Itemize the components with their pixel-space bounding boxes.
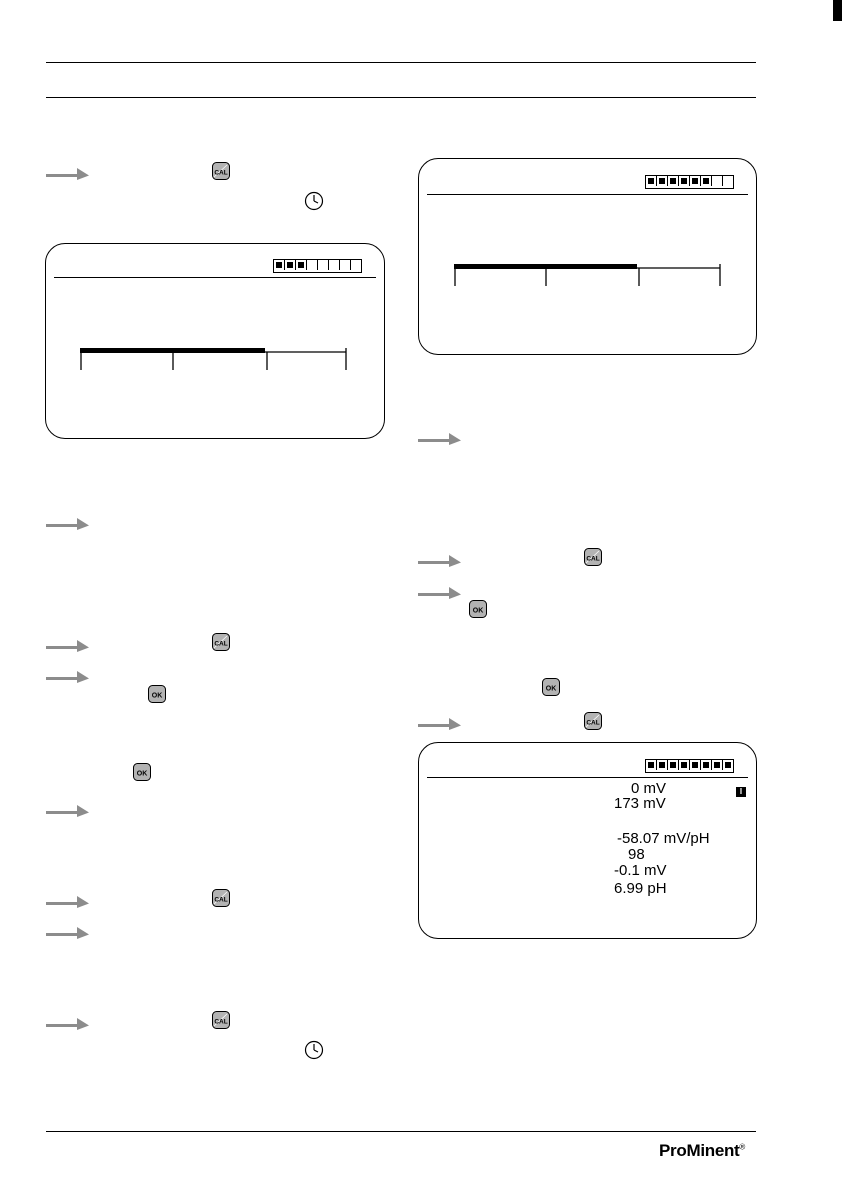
progress-cell	[296, 260, 307, 270]
cal-key-icon	[584, 712, 602, 730]
result-value: -58.07 mV/pH	[617, 830, 710, 847]
progress-cell	[679, 760, 690, 770]
progress-cell	[701, 760, 712, 770]
svg-text:CAL: CAL	[586, 555, 600, 563]
ok-key-icon	[133, 763, 151, 781]
result-value: 173 mV	[614, 795, 666, 812]
progress-cell	[318, 260, 329, 270]
svg-text:OK: OK	[472, 607, 484, 615]
step-arrow-icon	[46, 1016, 91, 1030]
step-arrow-icon	[46, 803, 91, 817]
step-arrow-icon	[418, 431, 463, 445]
svg-text:OK: OK	[545, 685, 557, 693]
ok-key-icon	[148, 685, 166, 703]
cal-key-icon	[212, 1011, 230, 1029]
display-separator	[427, 194, 748, 195]
step-arrow-icon	[418, 585, 463, 599]
result-value: 98	[628, 846, 645, 863]
ok-key-icon	[542, 678, 560, 696]
step-arrow-icon	[46, 894, 91, 908]
svg-text:CAL: CAL	[214, 896, 228, 904]
progress-cell	[329, 260, 340, 270]
progress-cell	[679, 176, 690, 186]
cal-key-icon	[584, 548, 602, 566]
progress-cell	[712, 176, 723, 186]
step-arrow-icon	[418, 716, 463, 730]
progress-cell	[657, 760, 668, 770]
progress-cell	[723, 760, 733, 770]
step-arrow-icon	[46, 925, 91, 939]
svg-text:CAL: CAL	[214, 1018, 228, 1026]
status-indicator: I	[736, 787, 746, 797]
svg-text:CAL: CAL	[214, 169, 228, 177]
progress-cell	[307, 260, 318, 270]
display-separator	[54, 277, 376, 278]
cal-key-icon	[212, 162, 230, 180]
svg-text:CAL: CAL	[214, 640, 228, 648]
calibration-display-2	[418, 158, 757, 355]
step-arrow-icon	[46, 638, 91, 652]
progress-cell	[657, 176, 668, 186]
progress-cell	[701, 176, 712, 186]
svg-text:OK: OK	[151, 692, 163, 700]
step-arrow-icon	[46, 669, 91, 683]
calibration-display-1	[45, 243, 385, 439]
chapter-tab	[833, 0, 842, 21]
footer-rule	[46, 1131, 756, 1132]
result-value: 0 mV	[631, 780, 667, 797]
progress-indicator	[645, 759, 734, 773]
svg-text:OK: OK	[136, 770, 148, 778]
display-separator	[427, 777, 748, 778]
header-rule-bottom	[46, 97, 756, 98]
header-rule-top	[46, 62, 756, 63]
progress-indicator	[645, 175, 734, 189]
progress-cell	[274, 260, 285, 270]
calibration-progress-bar	[454, 262, 724, 286]
step-arrow-icon	[46, 516, 91, 530]
progress-indicator	[273, 259, 362, 273]
progress-cell	[646, 176, 657, 186]
step-arrow-icon	[418, 553, 463, 567]
progress-cell	[690, 176, 701, 186]
progress-cell	[668, 760, 679, 770]
svg-text:CAL: CAL	[586, 719, 600, 727]
progress-cell	[285, 260, 296, 270]
cal-key-icon	[212, 633, 230, 651]
clock-icon	[304, 191, 324, 211]
result-value: -0.1 mV	[614, 862, 667, 879]
progress-cell	[723, 176, 733, 186]
cal-key-icon	[212, 889, 230, 907]
progress-cell	[646, 760, 657, 770]
prominent-logo: ProMinent®	[659, 1141, 746, 1160]
clock-icon	[304, 1040, 324, 1060]
progress-cell	[712, 760, 723, 770]
progress-cell	[690, 760, 701, 770]
calibration-result-display	[418, 742, 757, 939]
progress-cell	[351, 260, 361, 270]
step-arrow-icon	[46, 166, 91, 180]
progress-cell	[668, 176, 679, 186]
result-value: 6.99 pH	[614, 880, 667, 897]
calibration-progress-bar	[80, 346, 350, 370]
progress-cell	[340, 260, 351, 270]
ok-key-icon	[469, 600, 487, 618]
